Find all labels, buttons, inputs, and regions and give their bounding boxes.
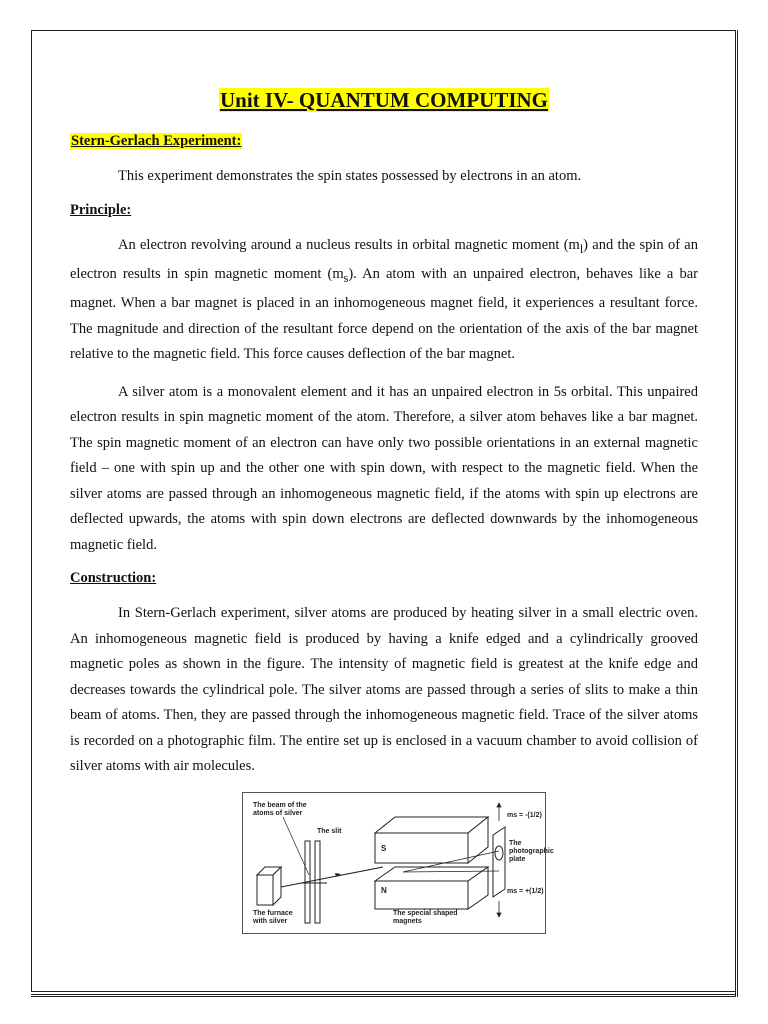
- intro-paragraph: This experiment demonstrates the spin states possessed by electrons in an atom.: [118, 168, 582, 184]
- plate-label-1: The: [509, 840, 522, 847]
- principle-paragraph-1: An electron revolving around a nucleus results in orbital magnetic moment $(m_l)$ and the spin of an electron results in spin magnetic moment $(m_s)$. An atom with an unpaired electron, behaves like a bar magnet. When a bar magnet is placed in an inhomogeneous magnet field, it experiences a resultant force. The magnitude and direction of the resultant force depend on the orientation of the axis of the bar magnet relative to the magnetic field. This force causes deflection of the bar magnet.: [70, 236, 698, 363]
- slit-label: The slit: [317, 828, 342, 835]
- atom-beam-line: [281, 867, 383, 887]
- section-heading-principle: Principle:: [70, 201, 132, 218]
- furnace-label-2: with silver: [253, 918, 288, 925]
- principle-paragraph-2: A silver atom is a monovalent element and it has an unpaired electron in 5s orbital. This unpaired electron results in spin magnetic moment of the atom. Therefore, a silver atom behaves like a bar magnet. The spin magnetic moment of an electron can have only two possible orientations in an external magnetic field – one with spin up and the other one with spin down, with respect to the magnetic field. When the silver atoms are passed through an inhomogeneous magnetic field, if the atoms with spin up electrons are deflected upwards, the atoms with spin down electrons are deflected downwards by the inhomogeneous magnetic field.: [70, 383, 698, 553]
- pole-s-label: S: [381, 844, 387, 853]
- page-border-shadow-right: [735, 30, 738, 997]
- section-heading-construction: Construction:: [70, 570, 157, 587]
- magnet-n-pole: [375, 867, 488, 909]
- ms-up-arrow-icon: [497, 803, 501, 821]
- plate-label-3: plate: [509, 856, 526, 863]
- beam-label-1: The beam of the: [253, 802, 307, 809]
- ms-down-arrow-icon: [497, 901, 501, 917]
- section-heading-stern-gerlach: Stern-Gerlach Experiment:: [71, 133, 242, 149]
- ms-down-label: ms = +(1/2): [507, 888, 544, 895]
- page-border-shadow-bottom: [31, 994, 736, 997]
- plate-label-2: photographic: [509, 848, 554, 855]
- magnets-label-1: The special shaped: [393, 910, 458, 917]
- magnet-s-pole: [375, 817, 488, 863]
- construction-paragraph: In Stern-Gerlach experiment, silver atoms are produced by heating silver in a small electric oven. An inhomogeneous magnetic field is produced by having a knife edged and a cylindrically grooved magnetic poles as shown in the figure. The intensity of magnetic field is greatest at the knife edge and decreases towards the cylindrical pole. The silver atoms are passed through a series of slits to make a thin beam of atoms. Then, they are passed through the inhomogeneous magnetic field. Trace of the silver atoms is recorded on a photographic film. The entire set up is enclosed in a vacuum chamber to avoid collision of silver atoms with air molecules.: [70, 605, 698, 775]
- diagram-svg: [243, 793, 554, 933]
- pole-n-label: N: [381, 886, 387, 895]
- beam-label-2: atoms of silver: [253, 810, 303, 817]
- magnets-label-2: magnets: [393, 918, 422, 925]
- page-title: Unit IV- QUANTUM COMPUTING: [219, 88, 548, 112]
- stern-gerlach-diagram: [242, 792, 554, 934]
- document-body: [70, 88, 698, 792]
- furnace-label-1: The furnace: [253, 910, 293, 917]
- photographic-plate: [493, 827, 505, 897]
- ms-up-label: ms = -(1/2): [507, 812, 542, 819]
- furnace-icon: [257, 867, 281, 905]
